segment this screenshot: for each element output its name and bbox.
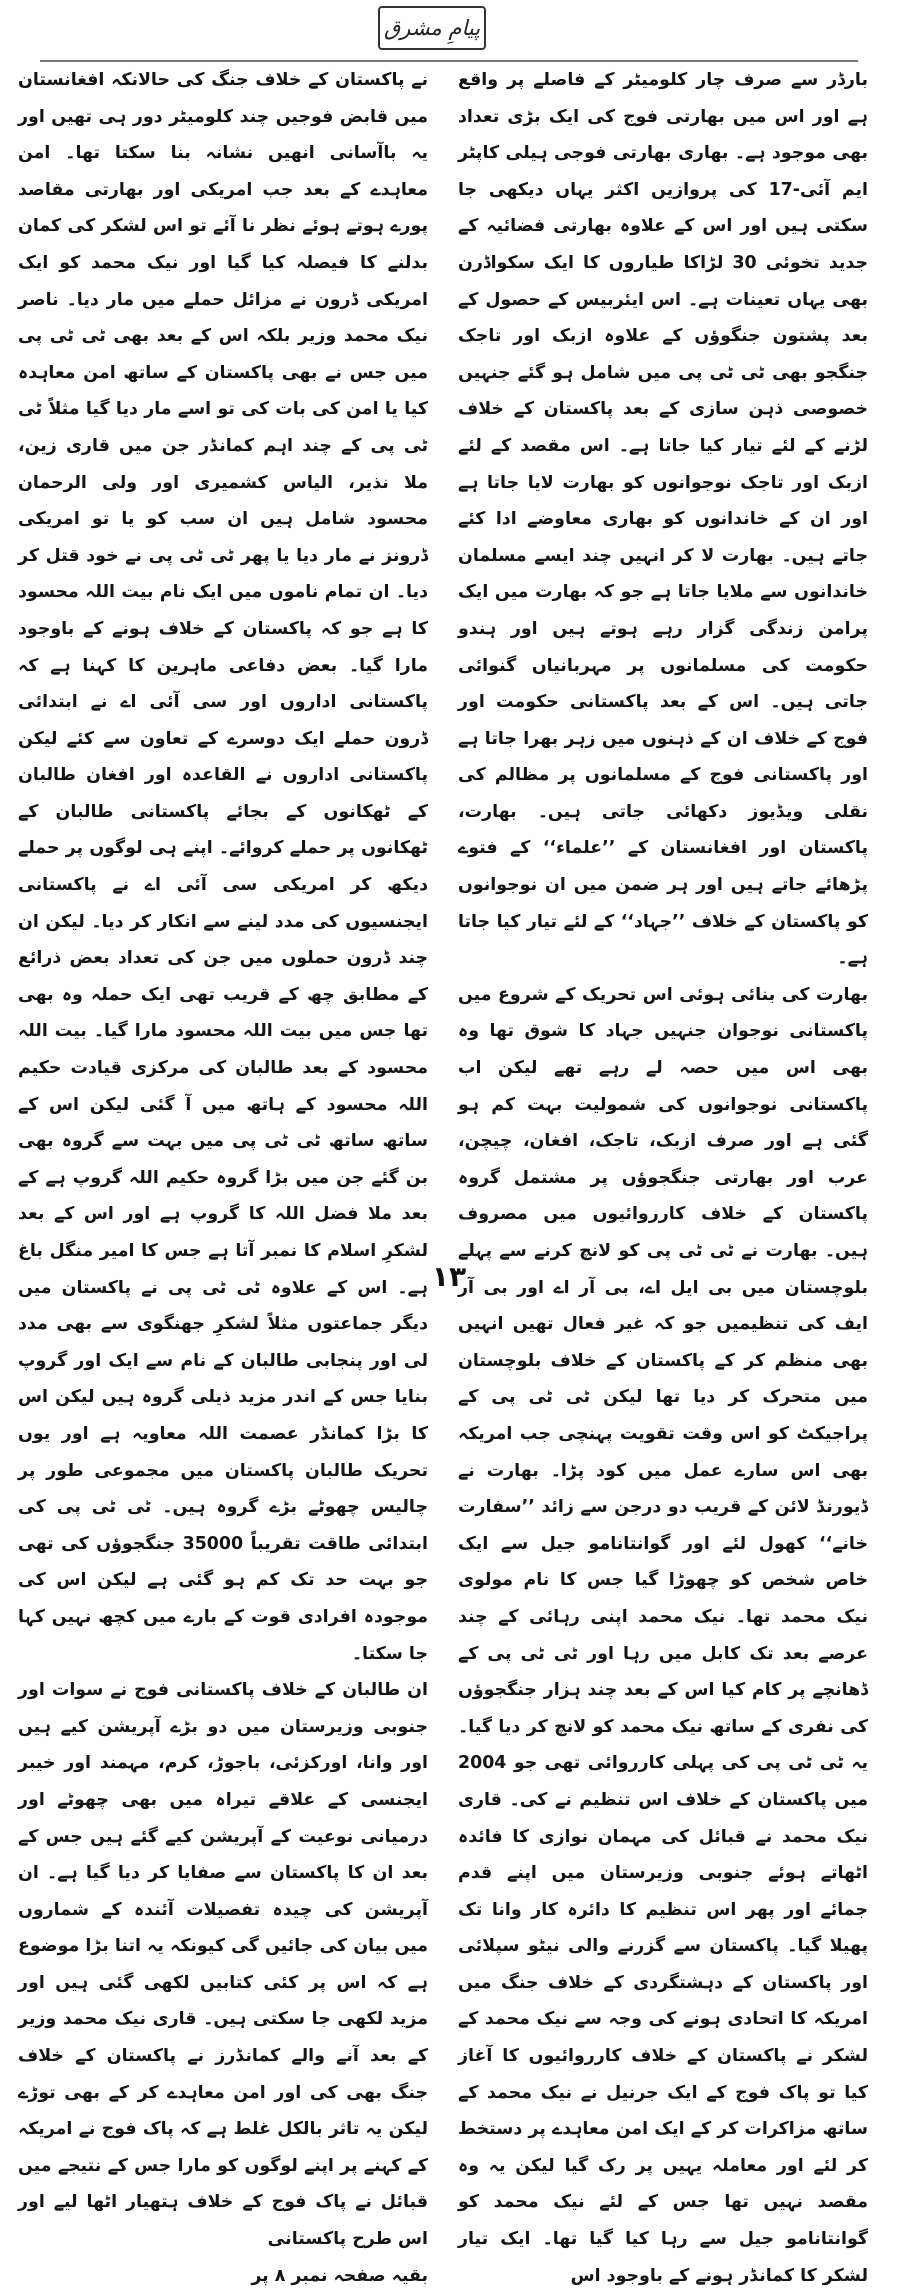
continued-note: بقیہ صفحہ نمبر ۸ پر <box>251 2265 428 2286</box>
paragraph: بھارت کی بنائی ہوئی اس تحریک کے شروع میں پاکستانی نوجوان جنہیں جہاد کا شوق تھا وہ بھی اس میں حصہ لے رہے تھے لیکن اب پاکستانی نوجوانوں کی شمولیت بہت کم ہو گئی ہے اور صرف ازبک، تاجک، افغان، چیچن، عرب اور بھارتی جنگجوؤں پر مشتمل گروہ پاکستان کے خلاف کارروائیوں میں مصروف ہیں۔ بھارت نے ٹی ٹی پی کو لانچ کرنے سے پہلے بلوچستان میں بی ایل اے، بی آر اے اور بی آر ایف کی تنظیمیں جو کہ غیر فعال تھیں انہیں بھی منظم کر کے پاکستان کے خلاف بلوچستان میں متحرک کر دیا تھا لیکن ٹی ٹی پی کے پراجیکٹ کو اس وقت تقویت پہنچی جب امریکہ بھی اس سارے عمل میں کود پڑا۔ بھارت نے ڈیورنڈ لائن کے قریب دو درجن سے زائد ’’سفارت خانے‘‘ کھول لئے اور گوانتانامو جیل سے ایک خاص شخص کو چھوڑا گیا جس کا نام مولوی نیک محمد تھا۔ نیک محمد اپنی رہائی کے چند عرصے بعد تک کابل میں رہا اور ٹی ٹی پی کے ڈھانچے پر کام کیا اس کے بعد چند ہزار جنگجوؤں کی نفری کے ساتھ نیک محمد کو لانچ کر دیا گیا۔ یہ ٹی ٹی پی کی پہلی کارروائی تھی جو 2004 میں پاکستان کے خلاف اس تنظیم نے کی۔ قاری نیک محمد نے قبائل کی مہمان نوازی کا فائدہ اٹھاتے ہوئے جنوبی وزیرستان میں اپنے قدم جمائے اور پھر اس تنظیم کا دائرہ کار وانا تک پھیلا گیا۔ پاکستان سے گزرنے والی نیٹو سپلائی اور پاکستان کے دہشتگردی کے خلاف جنگ میں امریکہ کا اتحادی ہونے کی وجہ سے نیک محمد کے لشکر نے پاکستان کے خلاف کارروائیوں کا آغاز کیا تو پاک فوج کے ایک جرنیل نے نیک محمد کے ساتھ مزاکرات کر کے ایک امن معاہدے پر دستخط کر لئے اور معاملہ یہیں پر رک گیا لیکن یہ وہ مقصد نہیں تھا جس کے لئے نیک محمد کو گوانتانامو جیل سے رہا کیا گیا تھا۔ ایک تیار لشکر کا کمانڈر ہونے کے باوجود اس <box>458 984 868 2286</box>
article-column-right <box>458 62 868 2286</box>
magazine-title: پیامِ مشرق <box>383 16 481 40</box>
article-column-left <box>18 62 428 2286</box>
magazine-title-box <box>378 6 486 50</box>
page-number: ۱۳ <box>431 1260 467 1293</box>
paragraph: نے پاکستان کے خلاف جنگ کی حالانکہ افغانستان میں قابض فوجیں چند کلومیٹر دور ہی تھیں اور یہ باآسانی انھیں نشانہ بنا سکتا تھا۔ امن معاہدے کے بعد جب امریکی اور بھارتی مقاصد پورے ہوتے ہوئے نظر نا آئے تو اس لشکر کی کمان بدلنے کا فیصلہ کیا گیا اور نیک محمد کو ایک امریکی ڈرون نے مزائل حملے میں مار دیا۔ ناصر نیک محمد وزیر بلکہ اس کے بعد بھی ٹی ٹی پی میں جس نے بھی پاکستان کے ساتھ امن معاہدہ کیا یا امن کی بات کی تو اسے مار دیا گیا مثلاً ٹی ٹی پی کے چند اہم کمانڈر جن میں قاری زین، ملا نذیر، الیاس کشمیری اور ولی الرحمان محسود شامل ہیں ان سب کو یا تو امریکی ڈرونز نے مار دیا یا پھر ٹی ٹی پی نے خود قتل کر دیا۔ ان تمام ناموں میں ایک نام بیت اللہ محسود کا ہے جو کہ پاکستان کے خلاف ہونے کے باوجود مارا گیا۔ بعض دفاعی ماہرین کا کہنا ہے کہ پاکستانی اداروں اور سی آئی اے نے ابتدائی ڈرون حملے ایک دوسرے کے تعاون سے کئے لیکن پاکستانی اداروں نے القاعدہ اور افغان طالبان کے ٹھکانوں کے بجائے پاکستانی طالبان کے ٹھکانوں پر حملے کروائے۔ اپنے ہی لوگوں پر حملے دیکھ کر امریکی سی آئی اے نے پاکستانی ایجنسیوں کی مدد لینے سے انکار کر دیا۔ لیکن ان چند ڈرون حملوں میں جن کی تعداد بعض ذرائع کے مطابق چھ کے قریب تھی ایک حملہ وہ بھی تھا جس میں بیت اللہ محسود مارا گیا۔ بیت اللہ محسود کے بعد طالبان کی مرکزی قیادت حکیم اللہ محسود کے ہاتھ میں آ گئی لیکن اس کے ساتھ ساتھ ٹی ٹی پی میں بہت سے گروہ بھی بن گئے جن میں بڑا گروہ حکیم اللہ گروپ ہے کے بعد ملا فضل اللہ کا گروپ ہے اور اس کے بعد لشکرِ اسلام کا نمبر آتا ہے جس کا امیر منگل باغ ہے۔ اس کے علاوہ ٹی ٹی پی نے پاکستان میں دیگر جماعتوں مثلاً لشکرِ جھنگوی سے بھی مدد لی اور پنجابی طالبان کے نام سے ایک اور گروپ بنایا جس کے اندر مزید ذیلی گروہ ہیں لیکن اس کا بڑا کمانڈر عصمت اللہ معاویہ ہے اور یوں تحریک طالبان پاکستان میں مجموعی طور پر چالیس چھوٹے بڑے گروہ ہیں۔ ٹی ٹی پی کی ابتدائی طاقت تقریباً 35000 جنگجوؤں کی تھی جو بہت حد تک کم ہو گئی ہے لیکن اس کی موجودہ افرادی قوت کے بارے میں کچھ نہیں کہا جا سکتا۔ <box>18 70 428 1664</box>
paragraph: ان طالبان کے خلاف پاکستانی فوج نے سوات اور جنوبی وزیرستان میں دو بڑے آپریشن کیے ہیں اور وانا، اورکزئی، باجوڑ، کرم، مہمند اور خیبر ایجنسی کے علاقے تیراہ میں بھی چھوٹے اور درمیانی نوعیت کے آپریشن کیے گئے ہیں جس کے بعد ان کا پاکستان سے صفایا کر دیا گیا ہے۔ ان آپریشن کی چیدہ تفصیلات آئندہ کے شماروں میں بیان کی جائیں گی کیونکہ یہ اتنا بڑا موضوع ہے کہ اس پر کئی کتابیں لکھی گئی ہیں اور مزید لکھی جا سکتی ہیں۔ قاری نیک محمد وزیر کے بعد آنے والے کمانڈرز نے پاکستان کے خلاف جنگ بھی کی اور امن معاہدے کر کے بھی توڑے لیکن یہ تاثر بالکل غلط ہے کہ پاک فوج نے امریکہ کے کہنے پر اپنے لوگوں کو مارا جس کے نتیجے میں قبائل نے پاک فوج کے خلاف ہتھیار اٹھا لیے اور اس طرح پاکستانی <box>18 1680 428 2250</box>
paragraph: بارڈر سے صرف چار کلومیٹر کے فاصلے پر واقع ہے اور اس میں بھارتی فوج کی ایک بڑی تعداد بھی موجود ہے۔ بھاری بھارتی فوجی ہیلی کاپٹر ایم آئی-17 کی پروازیں اکثر یہاں دیکھی جا سکتی ہیں اور اس کے علاوہ بھارتی فضائیہ کے جدید تخوئی 30 لڑاکا طیاروں کا ایک سکواڈرن بھی یہاں تعینات ہے۔ اس ایئربیس کے حصول کے بعد پشتون جنگوؤں کے علاوہ ازبک اور تاجک جنگجو بھی ٹی ٹی پی میں شامل ہو گئے جنہیں خصوصی ذہن سازی کے بعد پاکستان کے خلاف لڑنے کے لئے تیار کیا جاتا ہے۔ اس مقصد کے لئے ازبک اور تاجک نوجوانوں کو بھارت لایا جاتا ہے اور ان کے خاندانوں کو بھاری معاوضے ادا کئے جاتے ہیں۔ بھارت لا کر انہیں چند ایسے مسلمان خاندانوں سے ملایا جاتا ہے جو کہ بھارت میں ایک پرامن زندگی گزار رہے ہوتے ہیں اور ہندو حکومت کی مسلمانوں پر مہربانیاں گنوائی جاتی ہیں۔ اس کے بعد پاکستانی حکومت اور فوج کے خلاف ان کے ذہنوں میں زہر بھرا جاتا ہے اور پاکستانی فوج کے مسلمانوں پر مظالم کی نقلی ویڈیوز دکھائی جاتی ہیں۔ بھارت، پاکستان اور افغانستان کے ’’علماء‘‘ کے فتوے پڑھائے جاتے ہیں اور ہر ضمن میں ان نوجوانوں کو پاکستان کے خلاف ’’جہاد‘‘ کے لئے تیار کیا جاتا ہے۔ <box>458 70 868 969</box>
page-header <box>0 0 898 60</box>
